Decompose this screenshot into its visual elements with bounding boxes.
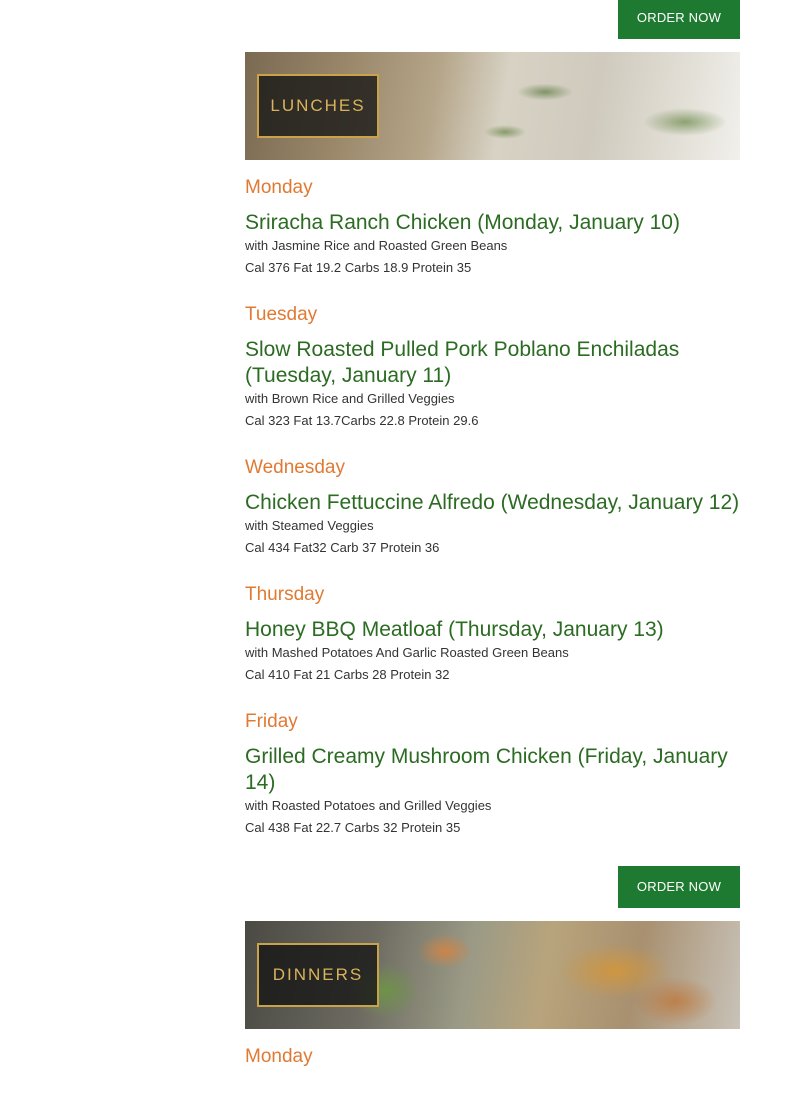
lunch-day-thursday	[245, 580, 740, 684]
dish-sides: with Steamed Veggies	[245, 518, 374, 533]
dish-title: Honey BBQ Meatloaf (Thursday, January 13)	[245, 618, 664, 641]
top-order-row	[245, 0, 740, 39]
lunches-banner-image	[245, 52, 740, 160]
dish-sides: with Brown Rice and Grilled Veggies	[245, 391, 455, 406]
lunch-day-friday	[245, 707, 740, 837]
lunch-day-wednesday	[245, 453, 740, 557]
day-heading: Friday	[245, 711, 298, 732]
day-heading: Tuesday	[245, 304, 318, 325]
dish-nutrition: Cal 434 Fat32 Carb 37 Protein 36	[245, 540, 440, 555]
dinners-banner-image	[245, 921, 740, 1029]
dish-title: Grilled Creamy Mushroom Chicken (Friday, January 14)	[245, 745, 728, 794]
day-heading: Wednesday	[245, 457, 345, 478]
dish-title: Slow Roasted Pulled Pork Poblano Enchiladas (Tuesday, January 11)	[245, 338, 680, 387]
dish-nutrition: Cal 323 Fat 13.7Carbs 22.8 Protein 29.6	[245, 413, 479, 428]
bottom-order-row	[245, 866, 740, 908]
dinners-banner-label: DINNERS	[257, 943, 379, 1007]
day-heading: Thursday	[245, 584, 325, 605]
day-heading: Monday	[245, 177, 313, 198]
order-now-button-top[interactable]: ORDER NOW	[618, 0, 740, 39]
order-now-button-bottom[interactable]: ORDER NOW	[618, 866, 740, 908]
dish-sides: with Mashed Potatoes And Garlic Roasted Green Beans	[245, 645, 569, 660]
dish-nutrition: Cal 410 Fat 21 Carbs 28 Protein 32	[245, 667, 450, 682]
day-heading: Monday	[245, 1046, 313, 1067]
dish-title: Sriracha Ranch Chicken (Monday, January 10)	[245, 211, 680, 234]
dish-sides: with Jasmine Rice and Roasted Green Beans	[245, 238, 508, 253]
dish-sides: with Roasted Potatoes and Grilled Veggies	[245, 798, 492, 813]
lunch-day-monday	[245, 173, 740, 277]
dinner-day-monday	[245, 1042, 740, 1068]
lunch-day-tuesday	[245, 300, 740, 430]
dish-nutrition: Cal 376 Fat 19.2 Carbs 18.9 Protein 35	[245, 260, 472, 275]
dish-nutrition: Cal 438 Fat 22.7 Carbs 32 Protein 35	[245, 820, 461, 835]
menu-content	[245, 0, 740, 1068]
lunches-banner-label: LUNCHES	[257, 74, 379, 138]
dish-title: Chicken Fettuccine Alfredo (Wednesday, January 12)	[245, 491, 740, 514]
